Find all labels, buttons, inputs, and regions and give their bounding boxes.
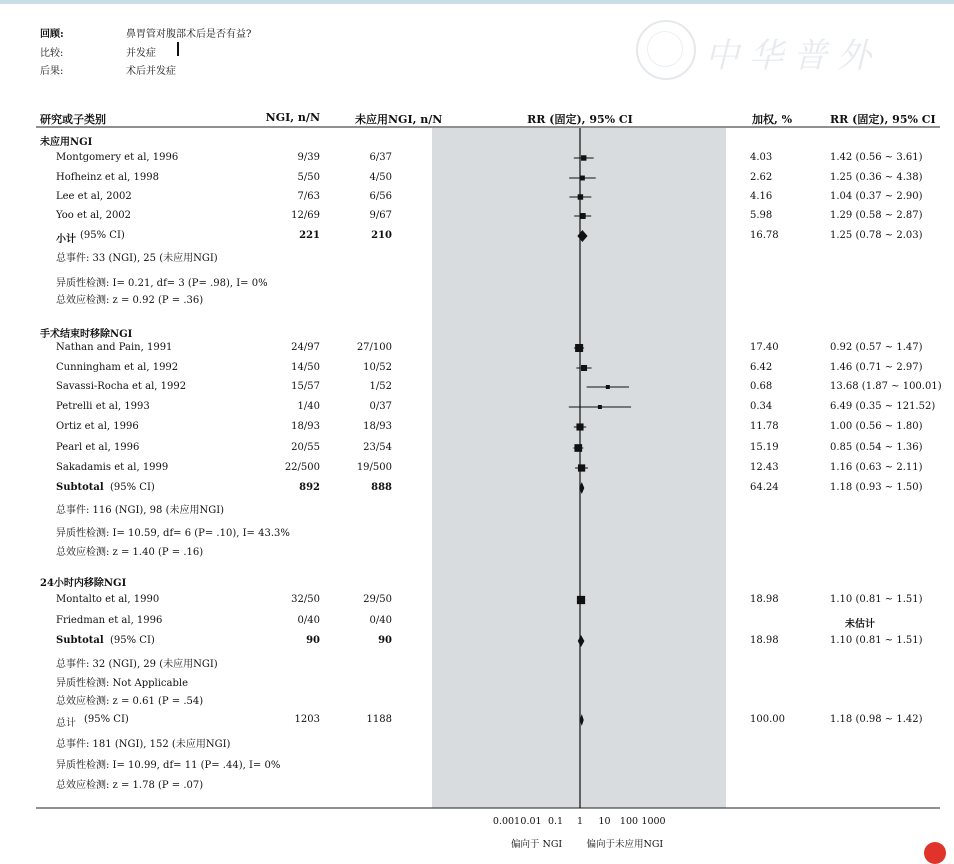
study-rr-text: 1.46 (0.71 ~ 2.97) — [830, 362, 923, 373]
study-rr-text: 未估计 — [845, 619, 875, 630]
study-rr-text: 1.16 (0.63 ~ 2.11) — [830, 462, 923, 473]
subtotal-weight: 16.78 — [750, 230, 779, 241]
x-tick-label: 0.1 — [547, 816, 564, 827]
subtotal-label: 小计 — [56, 234, 76, 245]
study-weight: 4.03 — [750, 152, 773, 163]
subtotal-weight: 64.24 — [750, 482, 779, 493]
overall-note: 总效应检测: z = 1.78 (P = .07) — [56, 780, 204, 791]
study-point — [598, 405, 602, 409]
header-rr-plot: RR (固定), 95% CI — [527, 113, 633, 126]
study-point — [578, 194, 583, 199]
study-no-ngi: 19/500 — [356, 462, 392, 473]
study-rr-text: 0.92 (0.57 ~ 1.47) — [830, 342, 923, 353]
study-weight: 11.78 — [750, 421, 779, 432]
study-ngi: 18/93 — [291, 421, 320, 432]
outcome-label: 后果: — [40, 66, 64, 77]
group-note: 总事件: 33 (NGI), 25 (未应用NGI) — [56, 253, 218, 264]
header-study: 研究或子类别 — [40, 113, 106, 126]
x-tick-label: 100 — [619, 816, 639, 827]
study-no-ngi: 9/67 — [369, 210, 392, 221]
study-point — [580, 213, 586, 219]
study-name: Sakadamis et al, 1999 — [56, 462, 169, 473]
study-weight: 0.68 — [750, 381, 773, 392]
study-weight: 5.98 — [750, 210, 773, 221]
overall-ngi: 1203 — [294, 714, 320, 725]
study-name: Montgomery et al, 1996 — [56, 152, 179, 163]
study-no-ngi: 10/52 — [363, 362, 392, 373]
corner-badge-icon — [924, 842, 946, 864]
subtotal-rr-text: 1.25 (0.78 ~ 2.03) — [830, 230, 923, 241]
subtotal-ci-label: (95% CI) — [110, 635, 155, 646]
study-name: Savassi-Rocha et al, 1992 — [56, 381, 187, 392]
overall-label: 总计 — [56, 718, 76, 729]
study-weight: 15.19 — [750, 442, 779, 453]
x-tick-label: 1000 — [641, 816, 666, 827]
study-weight: 12.43 — [750, 462, 779, 473]
group-note: 异质性检测: I= 0.21, df= 3 (P= .98), I= 0% — [56, 278, 268, 289]
study-ngi: 7/63 — [297, 191, 320, 202]
study-no-ngi: 18/93 — [363, 421, 392, 432]
study-weight: 4.16 — [750, 191, 773, 202]
study-name: Nathan and Pain, 1991 — [56, 342, 173, 353]
comparison-label: 比较: — [40, 48, 64, 59]
header-no-ngi: 未应用NGI, n/N — [355, 113, 443, 126]
overall-rr-text: 1.18 (0.98 ~ 1.42) — [830, 714, 923, 725]
study-ngi: 22/500 — [284, 462, 320, 473]
study-weight: 18.98 — [750, 594, 779, 605]
subtotal-rr-text: 1.18 (0.93 ~ 1.50) — [830, 482, 923, 493]
group-title: 未应用NGI — [40, 137, 93, 148]
study-point — [581, 155, 586, 160]
study-no-ngi: 1/52 — [369, 381, 392, 392]
study-name: Pearl et al, 1996 — [56, 442, 140, 453]
study-weight: 6.42 — [750, 362, 773, 373]
group-title: 24小时内移除NGI — [40, 578, 127, 589]
study-rr-text: 13.68 (1.87 ~ 100.01) — [830, 381, 942, 392]
study-ngi: 32/50 — [291, 594, 320, 605]
subtotal-ngi: 892 — [299, 482, 320, 493]
study-ngi: 15/57 — [291, 381, 320, 392]
study-no-ngi: 27/100 — [356, 342, 392, 353]
study-point — [580, 176, 585, 181]
group-note: 总事件: 116 (NGI), 98 (未应用NGI) — [56, 505, 225, 516]
study-rr-text: 1.29 (0.58 ~ 2.87) — [830, 210, 923, 221]
study-ngi: 14/50 — [291, 362, 320, 373]
study-rr-text: 1.25 (0.36 ~ 4.38) — [830, 172, 923, 183]
x-tick-label: 10 — [598, 816, 611, 827]
study-no-ngi: 6/37 — [369, 152, 392, 163]
review-value: 鼻胃管对腹部术后是否有益? — [126, 29, 252, 40]
overall-note: 总事件: 181 (NGI), 152 (未应用NGI) — [56, 739, 231, 750]
subtotal-no-ngi: 888 — [371, 482, 392, 493]
subtotal-weight: 18.98 — [750, 635, 779, 646]
study-point — [575, 344, 583, 352]
study-weight: 2.62 — [750, 172, 773, 183]
group-note: 总事件: 32 (NGI), 29 (未应用NGI) — [56, 659, 218, 670]
subtotal-ngi: 221 — [299, 230, 320, 241]
study-rr-text: 6.49 (0.35 ~ 121.52) — [830, 401, 936, 412]
study-no-ngi: 29/50 — [363, 594, 392, 605]
x-tick-label: 1 — [576, 816, 584, 827]
group-note: 异质性检测: Not Applicable — [56, 678, 189, 689]
header-weight: 加权, % — [752, 113, 793, 126]
subtotal-rr-text: 1.10 (0.81 ~ 1.51) — [830, 635, 923, 646]
group-note: 异质性检测: I= 10.59, df= 6 (P= .10), I= 43.3% — [56, 528, 290, 539]
subtotal-ci-label: (95% CI) — [110, 482, 155, 493]
study-name: Ortiz et al, 1996 — [56, 421, 139, 432]
overall-ci-label: (95% CI) — [84, 714, 129, 725]
overall-weight: 100.00 — [750, 714, 785, 725]
study-rr-text: 1.00 (0.56 ~ 1.80) — [830, 421, 923, 432]
study-rr-text: 1.10 (0.81 ~ 1.51) — [830, 594, 923, 605]
x-tick-label: 0.01 — [520, 816, 542, 827]
study-name: Cunningham et al, 1992 — [56, 362, 179, 373]
study-rr-text: 0.85 (0.54 ~ 1.36) — [830, 442, 923, 453]
group-note: 总效应检测: z = 0.61 (P = .54) — [56, 696, 204, 707]
study-no-ngi: 0/37 — [369, 401, 392, 412]
group-note: 总效应检测: z = 1.40 (P = .16) — [56, 547, 204, 558]
study-ngi: 1/40 — [297, 401, 320, 412]
study-rr-text: 1.42 (0.56 ~ 3.61) — [830, 152, 923, 163]
study-point — [576, 423, 583, 430]
study-rr-text: 1.04 (0.37 ~ 2.90) — [830, 191, 923, 202]
subtotal-label: Subtotal — [56, 482, 104, 493]
study-ngi: 24/97 — [291, 342, 320, 353]
study-weight: 17.40 — [750, 342, 779, 353]
x-tick-label: 0.001 — [492, 816, 521, 827]
study-name: Hofheinz et al, 1998 — [56, 172, 159, 183]
subtotal-ci-label: (95% CI) — [80, 230, 125, 241]
study-point — [577, 596, 585, 604]
subtotal-label: Subtotal — [56, 635, 104, 646]
study-point — [581, 365, 587, 371]
x-label-right: 偏向于未应用NGI — [586, 839, 664, 850]
group-title: 手术结束时移除NGI — [40, 329, 133, 340]
study-name: Lee et al, 2002 — [56, 191, 132, 202]
subtotal-no-ngi: 90 — [378, 635, 392, 646]
study-no-ngi: 6/56 — [369, 191, 392, 202]
study-name: Friedman et al, 1996 — [56, 615, 163, 626]
subtotal-ngi: 90 — [306, 635, 320, 646]
header-ngi: NGI, n/N — [265, 111, 320, 124]
study-no-ngi: 23/54 — [363, 442, 392, 453]
x-label-left: 偏向于 NGI — [511, 839, 563, 850]
study-weight: 0.34 — [750, 401, 773, 412]
study-no-ngi: 0/40 — [369, 615, 392, 626]
outcome-value: 术后并发症 — [126, 66, 176, 77]
comparison-value: 并发症 — [126, 48, 156, 59]
overall-no-ngi: 1188 — [366, 714, 392, 725]
study-no-ngi: 4/50 — [369, 172, 392, 183]
study-ngi: 0/40 — [297, 615, 320, 626]
study-name: Petrelli et al, 1993 — [56, 401, 150, 412]
header-rr-text: RR (固定), 95% CI — [830, 113, 936, 126]
study-ngi: 9/39 — [297, 152, 320, 163]
overall-note: 异质性检测: I= 10.99, df= 11 (P= .44), I= 0% — [56, 760, 281, 771]
subtotal-no-ngi: 210 — [371, 230, 392, 241]
study-name: Yoo et al, 2002 — [56, 210, 132, 221]
review-label: 回顾: — [40, 29, 64, 40]
watermark-text: 中华普外 — [705, 36, 881, 76]
study-point — [574, 444, 582, 452]
study-point — [606, 385, 610, 389]
study-ngi: 12/69 — [291, 210, 320, 221]
study-name: Montalto et al, 1990 — [56, 594, 160, 605]
study-point — [578, 464, 585, 471]
study-ngi: 5/50 — [297, 172, 320, 183]
study-ngi: 20/55 — [291, 442, 320, 453]
group-note: 总效应检测: z = 0.92 (P = .36) — [56, 295, 204, 306]
